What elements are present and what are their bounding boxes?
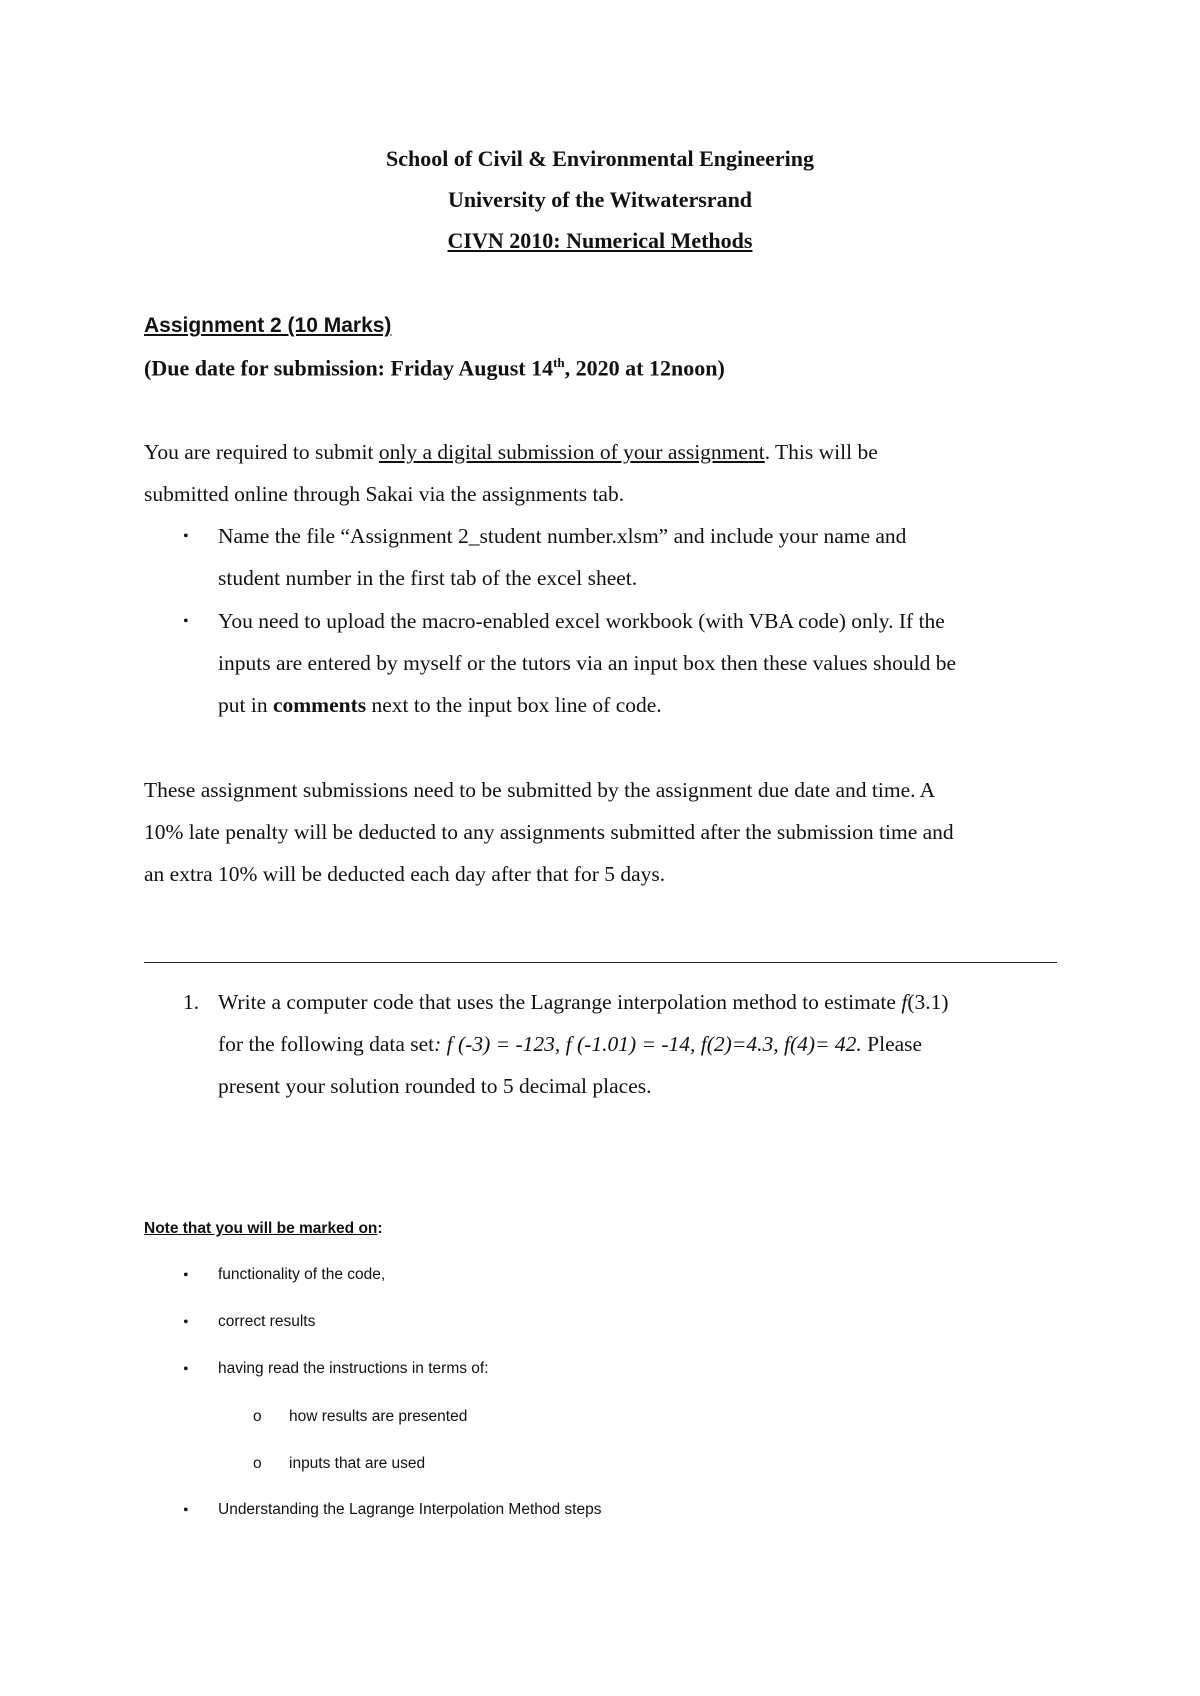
due-date-suffix: , 2020 at 12noon) [564,355,725,381]
bullet-1-line-1: Name the file “Assignment 2_student number.xlsm” and include your name and [218,524,907,548]
due-date-sup: th [553,355,565,370]
penalty-line-3: an extra 10% will be deducted each day after that for 5 days. [144,862,666,886]
intro-line-2: submitted online through Sakai via the assignments tab. [144,482,625,506]
marking-sub-item-1: how results are presented [289,1408,468,1425]
question-line-1-end: (3.1) [907,990,949,1014]
bullet-icon: • [183,1314,189,1331]
question-line-2-start: for the following data set [218,1032,435,1056]
intro-line-1 [144,440,878,465]
due-date-prefix: (Due date for submission: Friday August 14 [144,355,554,381]
intro-underlined-text: only a digital submission of your assignment [378,440,765,464]
question-line-3: present your solution rounded to 5 decimal places. [218,1074,652,1098]
bullet-2-line-3-start: put in [218,693,273,717]
bullet-2-line-3 [218,693,662,718]
marking-heading-colon: : [377,1220,383,1237]
bullet-icon: • [183,1267,189,1284]
sub-bullet-icon: o [253,1455,262,1472]
penalty-line-2: 10% late penalty will be deducted to any assignments submitted after the submission time and [144,820,954,844]
marking-item-1: functionality of the code, [218,1266,386,1283]
question-data-set: : f (-3) = -123, f (-1.01) = -14, f(2)=4.3, f(4)= 42. [434,1032,862,1056]
sub-bullet-icon: o [253,1408,262,1425]
bullet-2-line-3-end: next to the input box line of code. [366,693,662,717]
school-name: School of Civil & Environmental Engineering [385,146,814,171]
marking-item-2: correct results [218,1313,316,1330]
question-line-2-end: Please [861,1032,923,1056]
due-date [144,355,725,381]
assignment-title: Assignment 2 (10 Marks) [144,314,392,337]
question-number: 1. [183,990,200,1014]
question-function-symbol: f [901,990,908,1014]
bullet-2-line-1: You need to upload the macro-enabled excel workbook (with VBA code) only. If the [218,609,945,633]
bullet-icon: • [183,528,189,545]
penalty-line-1: These assignment submissions need to be submitted by the assignment due date and time. A [144,778,936,802]
course-title: CIVN 2010: Numerical Methods [447,228,753,253]
bullet-icon: • [183,1502,189,1519]
section-divider [144,962,1057,963]
marking-heading [144,1220,383,1238]
marking-heading-text: Note that you will be marked on [144,1220,378,1237]
intro-text-start: You are required to submit [144,440,379,464]
bullet-1-line-2: student number in the first tab of the excel sheet. [218,566,638,590]
bullet-icon: • [183,1361,189,1378]
bullet-2-line-2: inputs are entered by myself or the tutors via an input box then these values should be [218,651,956,675]
question-line-1 [218,990,949,1015]
bullet-2-bold-word: comments [272,693,367,717]
marking-item-4: Understanding the Lagrange Interpolation Method steps [218,1501,602,1518]
marking-sub-item-2: inputs that are used [289,1455,426,1472]
marking-item-3: having read the instructions in terms of: [218,1360,489,1377]
question-line-1-start: Write a computer code that uses the Lagrange interpolation method to estimate [218,990,902,1014]
intro-text-end: . This will be [764,440,878,464]
university-name: University of the Witwatersrand [447,187,753,212]
bullet-icon: • [183,613,189,630]
question-line-2 [218,1032,922,1057]
